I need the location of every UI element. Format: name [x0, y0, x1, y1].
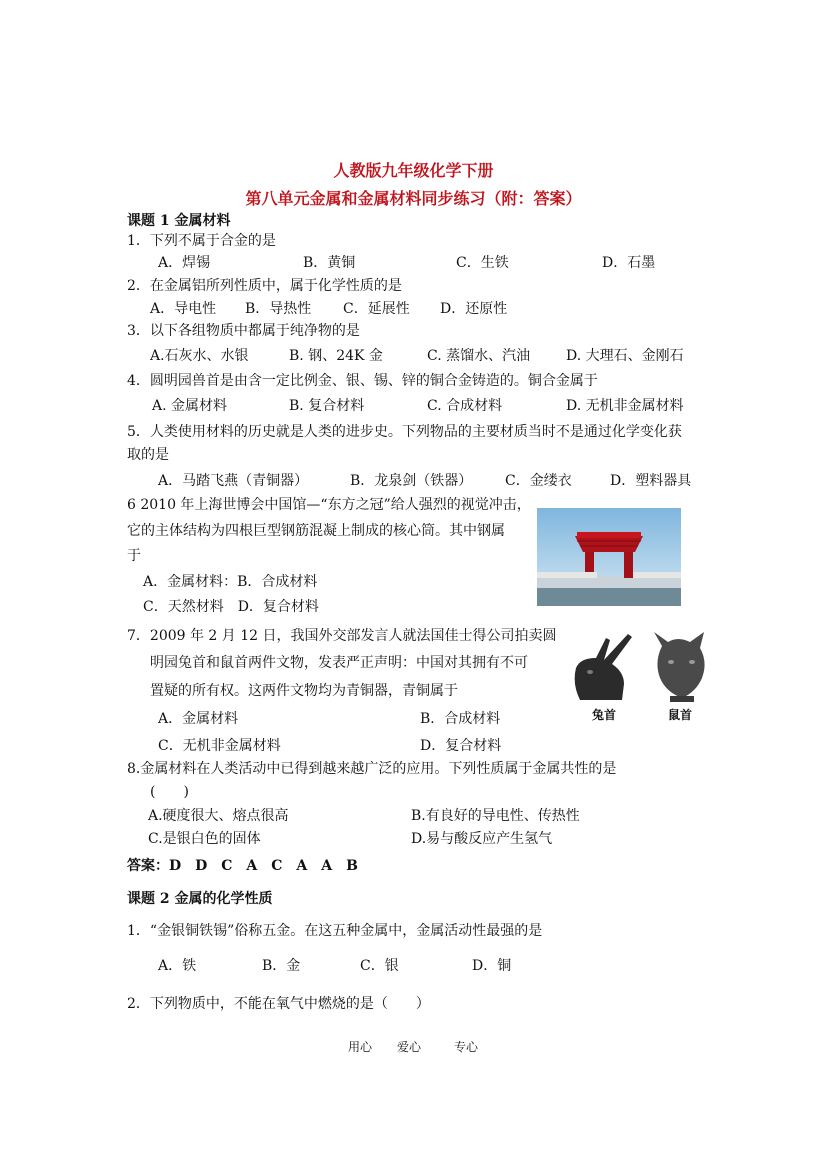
option: D.易与酸反应产生氢气	[411, 831, 553, 847]
option: B．导热性	[245, 301, 312, 317]
option: B．合成材料	[420, 711, 501, 727]
option: A．焊锡	[158, 255, 211, 271]
option-row: A．金属材料：B．合成材料	[143, 574, 318, 590]
option: B. 钢、24K 金	[289, 348, 383, 364]
question-stem: 6 2010 年上海世博会中国馆—“东方之冠”给人强烈的视觉冲击，	[127, 497, 531, 513]
question-stem: 2．下列物质中，不能在氧气中燃烧的是（ ）	[127, 996, 430, 1012]
option: C．生铁	[456, 255, 509, 271]
option: D．还原性	[440, 301, 508, 317]
footer-text: 爱心	[397, 1040, 422, 1054]
option: B．金	[262, 958, 301, 974]
question-stem: 1．“金银铜铁锡”俗称五金。在这五种金属中，金属活动性最强的是	[127, 923, 543, 939]
page-subtitle: 第八单元金属和金属材料同步练习（附：答案）	[245, 189, 582, 208]
question-stem: 4．圆明园兽首是由含一定比例金、银、锡、锌的铜合金铸造的。铜合金属于	[127, 373, 598, 389]
option: C．银	[360, 958, 399, 974]
footer-text: 专心	[454, 1040, 479, 1054]
question-stem-cont: 于	[127, 548, 141, 564]
option: D．塑料器具	[610, 473, 692, 489]
option: D．石墨	[602, 255, 656, 271]
question-stem: 3．以下各组物质中都属于纯净物的是	[127, 323, 360, 339]
option: C.是银白色的固体	[148, 831, 261, 847]
option: A.硬度很大、熔点很高	[148, 808, 289, 824]
option: A．铁	[158, 958, 197, 974]
question-stem: 2．在金属铝所列性质中，属于化学性质的是	[127, 278, 402, 294]
question-stem: 1．下列不属于合金的是	[127, 233, 276, 249]
question-stem: 8.金属材料在人类活动中已得到越来越广泛的应用。下列性质属于金属共性的是	[127, 761, 617, 777]
question-stem-cont: 它的主体结构为四根巨型钢筋混凝上制成的核心筒。其中钢属	[127, 523, 505, 539]
section-heading: 课题 2 金属的化学性质	[127, 891, 273, 907]
answer-paren: ( )	[150, 784, 189, 800]
question-stem-cont: 明园兔首和鼠首两件文物，发表严正声明：中国对其拥有不可	[150, 655, 528, 671]
question-stem: 5．人类使用材料的历史就是人类的进步史。下列物品的主要材质当时不是通过化学变化获	[127, 424, 682, 440]
question-stem-cont: 取的是	[127, 447, 169, 463]
option: D. 无机非金属材料	[566, 398, 684, 414]
section-heading: 课题 1 金属材料	[127, 213, 231, 229]
image-label: 兔首	[592, 708, 617, 722]
option: A. 金属材料	[152, 398, 228, 414]
option: B. 复合材料	[289, 398, 365, 414]
footer-text: 用心	[348, 1040, 373, 1054]
option: C. 蒸馏水、汽油	[427, 348, 531, 364]
option: C. 合成材料	[427, 398, 503, 414]
option: C．无机非金属材料	[158, 738, 281, 754]
option: C．延展性	[343, 301, 410, 317]
question-stem: 7．2009 年 2 月 12 日，我国外交部发言人就法国佳士得公司拍卖圆	[127, 628, 557, 644]
option: A．金属材料	[158, 711, 239, 727]
image-label: 鼠首	[668, 708, 693, 722]
option: C．金缕衣	[505, 473, 572, 489]
page-title: 人教版九年级化学下册	[333, 161, 494, 180]
option: D. 大理石、金刚石	[566, 348, 684, 364]
china-pavilion-photo	[537, 508, 681, 606]
option: D．铜	[472, 958, 512, 974]
bronze-heads-photo	[566, 628, 716, 724]
option-row: C．天然材料 D．复合材料	[143, 599, 319, 615]
option: A.石灰水、水银	[150, 348, 249, 364]
option: D．复合材料	[420, 738, 502, 754]
option: B．龙泉剑（铁器）	[350, 473, 473, 489]
option: B.有良好的导电性、传热性	[411, 808, 580, 824]
question-stem-cont: 置疑的所有权。这两件文物均为青铜器，青铜属于	[150, 683, 458, 699]
option: B．黄铜	[303, 255, 356, 271]
option: A．马踏飞燕（青铜器）	[158, 473, 309, 489]
option: A．导电性	[150, 301, 217, 317]
answer-key: 答案：D D C A C A A B	[127, 858, 358, 874]
